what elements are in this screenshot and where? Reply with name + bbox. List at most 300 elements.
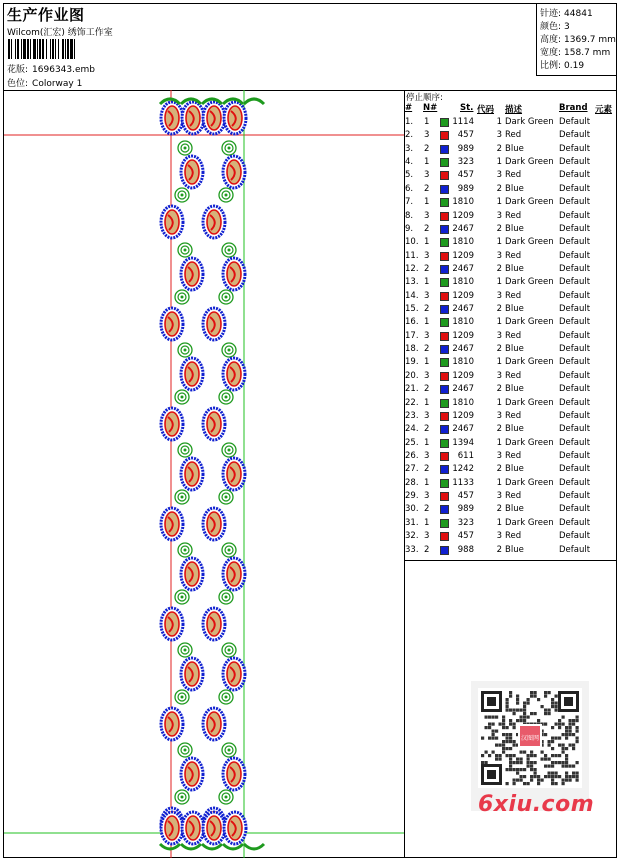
sequence-row xyxy=(404,250,616,263)
row-description: Dark Green xyxy=(505,237,554,248)
row-index: 17. xyxy=(405,330,419,341)
qr-module xyxy=(551,779,554,782)
qr-module xyxy=(548,775,551,778)
row-code: 2 xyxy=(496,504,502,515)
stop-sequence-rows xyxy=(404,116,616,557)
qr-module xyxy=(492,733,495,736)
qr-stamp-text: 汉图网 xyxy=(520,735,540,742)
sequence-row xyxy=(404,316,616,329)
sequence-row xyxy=(404,397,616,410)
qr-module xyxy=(541,779,544,782)
qr-module xyxy=(562,744,565,747)
sequence-row xyxy=(404,343,616,356)
green-spiral-motif xyxy=(181,194,184,197)
row-brand: Default xyxy=(559,477,591,488)
row-stitches: 457 xyxy=(457,531,474,542)
row-needle: 3 xyxy=(424,170,430,181)
row-stitches: 989 xyxy=(457,183,474,194)
row-index: 29. xyxy=(405,491,419,502)
qr-module xyxy=(523,702,526,705)
qr-module xyxy=(513,740,516,743)
row-description: Red xyxy=(505,170,522,181)
qr-module xyxy=(513,782,516,785)
row-stitches: 1810 xyxy=(452,237,474,248)
stop-sequence-panel xyxy=(404,90,616,561)
row-description: Blue xyxy=(505,504,524,515)
row-description: Red xyxy=(505,491,522,502)
qr-module xyxy=(499,758,502,761)
qr-module xyxy=(527,698,530,701)
row-brand: Default xyxy=(559,397,591,408)
row-brand: Default xyxy=(559,504,591,515)
color-swatch xyxy=(440,305,449,314)
qr-module xyxy=(523,719,526,722)
qr-module xyxy=(506,705,509,708)
qr-module xyxy=(509,695,512,698)
row-code: 1 xyxy=(496,437,502,448)
row-description: Red xyxy=(505,450,522,461)
row-description: Dark Green xyxy=(505,357,554,368)
green-spiral-motif xyxy=(225,396,228,399)
qr-module xyxy=(527,754,530,757)
qr-module xyxy=(516,768,519,771)
green-border-arc xyxy=(160,844,180,849)
design-height xyxy=(540,32,616,45)
row-index: 22. xyxy=(405,397,419,408)
sequence-row xyxy=(404,129,616,142)
qr-module xyxy=(572,747,575,750)
color-count-label: 颜色: xyxy=(540,22,562,32)
row-brand: Default xyxy=(559,384,591,395)
qr-module xyxy=(492,751,495,754)
row-stitches: 457 xyxy=(457,130,474,141)
qr-module xyxy=(569,775,572,778)
row-description: Red xyxy=(505,531,522,542)
qr-module xyxy=(502,723,505,726)
row-brand: Default xyxy=(559,130,591,141)
green-spiral-motif xyxy=(228,449,231,452)
row-description: Blue xyxy=(505,263,524,274)
qr-module xyxy=(562,761,565,764)
row-needle: 1 xyxy=(424,437,430,448)
qr-module xyxy=(572,744,575,747)
row-needle: 3 xyxy=(424,210,430,221)
green-spiral-motif xyxy=(184,749,187,752)
green-spiral-motif xyxy=(225,796,228,799)
qr-module xyxy=(544,709,547,712)
row-index: 27. xyxy=(405,464,419,475)
row-stitches: 1114 xyxy=(452,117,474,127)
row-brand: Default xyxy=(559,197,591,208)
row-description: Blue xyxy=(505,304,524,315)
qr-module xyxy=(544,723,547,726)
qr-module xyxy=(502,740,505,743)
qr-module xyxy=(548,765,551,768)
qr-module xyxy=(509,733,512,736)
qr-module xyxy=(513,723,516,726)
row-code: 3 xyxy=(496,450,502,461)
qr-module xyxy=(576,737,579,740)
row-brand: Default xyxy=(559,370,591,381)
qr-module xyxy=(562,751,565,754)
green-border-arc xyxy=(244,844,264,849)
row-stitches: 1209 xyxy=(452,410,474,421)
row-index: 4. xyxy=(405,157,414,168)
row-stitches: 1209 xyxy=(452,330,474,341)
qr-module xyxy=(506,698,509,701)
stitch-count-label: 针迹: xyxy=(540,9,562,19)
row-index: 25. xyxy=(405,437,419,448)
row-code: 1 xyxy=(496,197,502,208)
design-file-line xyxy=(7,62,95,75)
row-index: 9. xyxy=(405,223,414,234)
row-code: 2 xyxy=(496,424,502,435)
qr-module xyxy=(530,761,533,764)
sequence-row xyxy=(404,143,616,156)
row-brand: Default xyxy=(559,410,591,421)
sequence-row xyxy=(404,503,616,516)
row-description: Red xyxy=(505,290,522,301)
qr-module xyxy=(534,768,537,771)
qr-module xyxy=(520,775,523,778)
qr-module xyxy=(495,744,498,747)
color-swatch xyxy=(440,505,449,514)
green-spiral-motif xyxy=(184,449,187,452)
qr-module xyxy=(499,754,502,757)
row-stitches: 1810 xyxy=(452,197,474,208)
qr-module xyxy=(558,761,561,764)
row-code: 2 xyxy=(496,344,502,355)
qr-module xyxy=(569,779,572,782)
stitch-count-value: 44841 xyxy=(564,9,593,19)
row-needle: 2 xyxy=(424,223,430,234)
row-stitches: 1810 xyxy=(452,317,474,328)
row-code: 3 xyxy=(496,210,502,221)
green-spiral-motif xyxy=(225,596,228,599)
qr-module xyxy=(576,772,579,775)
qr-module xyxy=(509,754,512,757)
row-description: Red xyxy=(505,330,522,341)
color-swatch xyxy=(440,399,449,408)
row-code: 1 xyxy=(496,277,502,288)
qr-module xyxy=(506,747,509,750)
qr-module xyxy=(513,768,516,771)
row-needle: 2 xyxy=(424,504,430,515)
row-description: Blue xyxy=(505,384,524,395)
green-spiral-motif xyxy=(228,549,231,552)
qr-module xyxy=(534,691,537,694)
qr-module xyxy=(509,765,512,768)
qr-module xyxy=(527,765,530,768)
row-needle: 1 xyxy=(424,477,430,488)
qr-module xyxy=(520,758,523,761)
row-index: 3. xyxy=(405,143,414,154)
qr-module xyxy=(572,719,575,722)
qr-module xyxy=(558,723,561,726)
color-swatch xyxy=(440,492,449,501)
qr-module xyxy=(565,758,568,761)
qr-module xyxy=(499,744,502,747)
row-code: 3 xyxy=(496,491,502,502)
green-spiral-motif xyxy=(181,796,184,799)
row-code: 1 xyxy=(496,317,502,328)
qr-module xyxy=(530,768,533,771)
row-code: 3 xyxy=(496,130,502,141)
qr-module xyxy=(565,747,568,750)
sequence-row xyxy=(404,183,616,196)
row-description: Blue xyxy=(505,424,524,435)
sequence-row xyxy=(404,223,616,236)
qr-module xyxy=(541,705,544,708)
sequence-row xyxy=(404,544,616,557)
row-description: Blue xyxy=(505,344,524,355)
qr-module xyxy=(544,754,547,757)
qr-module xyxy=(523,716,526,719)
row-code: 2 xyxy=(496,464,502,475)
col-header-needle: N# xyxy=(423,103,438,113)
row-needle: 3 xyxy=(424,290,430,301)
qr-module xyxy=(523,775,526,778)
row-needle: 1 xyxy=(424,117,430,127)
color-swatch xyxy=(440,519,449,528)
green-spiral-motif xyxy=(228,349,231,352)
color-swatch xyxy=(440,465,449,474)
qr-module xyxy=(513,761,516,764)
row-needle: 1 xyxy=(424,517,430,528)
row-brand: Default xyxy=(559,277,591,288)
qr-module xyxy=(516,698,519,701)
qr-module xyxy=(530,691,533,694)
qr-module xyxy=(555,709,558,712)
row-needle: 2 xyxy=(424,424,430,435)
row-code: 3 xyxy=(496,410,502,421)
qr-module xyxy=(555,782,558,785)
qr-module xyxy=(516,709,519,712)
row-stitches: 1810 xyxy=(452,357,474,368)
qr-module xyxy=(502,716,505,719)
qr-module xyxy=(537,775,540,778)
qr-module xyxy=(555,723,558,726)
qr-module xyxy=(530,754,533,757)
qr-module xyxy=(562,782,565,785)
sequence-row xyxy=(404,410,616,423)
qr-module xyxy=(485,716,488,719)
sequence-row xyxy=(404,530,616,543)
row-needle: 3 xyxy=(424,370,430,381)
row-stitches: 457 xyxy=(457,491,474,502)
color-count xyxy=(540,19,570,32)
row-index: 1. xyxy=(405,117,414,127)
qr-module xyxy=(544,733,547,736)
design-scale-value: 0.19 xyxy=(564,61,585,71)
row-code: 1 xyxy=(496,397,502,408)
design-scale xyxy=(540,58,584,71)
design-preview xyxy=(4,90,405,858)
color-swatch xyxy=(440,212,449,221)
qr-module xyxy=(576,775,579,778)
row-needle: 1 xyxy=(424,357,430,368)
color-swatch xyxy=(440,252,449,261)
row-needle: 3 xyxy=(424,450,430,461)
row-stitches: 988 xyxy=(457,544,474,555)
colorway-line xyxy=(7,76,82,89)
row-stitches: 1810 xyxy=(452,397,474,408)
watermark-text: 6xiu.com xyxy=(478,792,595,817)
row-index: 11. xyxy=(405,250,419,261)
row-description: Blue xyxy=(505,544,524,555)
qr-module xyxy=(572,765,575,768)
row-index: 19. xyxy=(405,357,419,368)
qr-module xyxy=(548,772,551,775)
qr-module xyxy=(555,737,558,740)
qr-module xyxy=(569,765,572,768)
row-index: 8. xyxy=(405,210,414,221)
row-stitches: 323 xyxy=(457,517,474,528)
green-spiral-motif xyxy=(184,147,187,150)
row-index: 13. xyxy=(405,277,419,288)
col-header-code: 代码 xyxy=(477,105,495,115)
stop-sequence-header xyxy=(404,103,616,115)
row-stitches: 2467 xyxy=(452,344,474,355)
qr-module xyxy=(558,726,561,729)
sequence-row xyxy=(404,383,616,396)
green-spiral-motif xyxy=(184,249,187,252)
qr-module xyxy=(551,765,554,768)
sequence-row xyxy=(404,263,616,276)
row-needle: 3 xyxy=(424,330,430,341)
qr-module xyxy=(534,712,537,715)
row-stitches: 1242 xyxy=(452,464,474,475)
row-needle: 3 xyxy=(424,531,430,542)
row-stitches: 323 xyxy=(457,157,474,168)
qr-module xyxy=(502,747,505,750)
qr-module xyxy=(488,716,491,719)
qr-module xyxy=(551,772,554,775)
sequence-row xyxy=(404,276,616,289)
row-description: Dark Green xyxy=(505,117,554,127)
qr-module xyxy=(551,702,554,705)
qr-module xyxy=(569,733,572,736)
row-brand: Default xyxy=(559,491,591,502)
qr-module xyxy=(569,730,572,733)
green-spiral-motif xyxy=(181,296,184,299)
qr-module xyxy=(527,782,530,785)
row-brand: Default xyxy=(559,250,591,261)
color-swatch xyxy=(440,372,449,381)
qr-module xyxy=(544,695,547,698)
row-stitches: 2467 xyxy=(452,424,474,435)
qr-module xyxy=(495,758,498,761)
qr-module xyxy=(506,709,509,712)
qr-module xyxy=(576,726,579,729)
sequence-row xyxy=(404,210,616,223)
row-code: 2 xyxy=(496,544,502,555)
row-brand: Default xyxy=(559,424,591,435)
qr-module xyxy=(551,737,554,740)
qr-module xyxy=(502,719,505,722)
row-stitches: 1209 xyxy=(452,370,474,381)
qr-module xyxy=(541,758,544,761)
qr-module xyxy=(565,733,568,736)
color-swatch xyxy=(440,278,449,287)
qr-module xyxy=(555,705,558,708)
colorway-label: 色位: xyxy=(7,79,29,89)
row-brand: Default xyxy=(559,304,591,315)
row-code: 2 xyxy=(496,263,502,274)
qr-module xyxy=(509,761,512,764)
row-stitches: 2467 xyxy=(452,223,474,234)
header-info xyxy=(4,4,536,90)
qr-module xyxy=(509,737,512,740)
row-stitches: 1209 xyxy=(452,210,474,221)
sequence-row xyxy=(404,437,616,450)
row-brand: Default xyxy=(559,344,591,355)
row-description: Dark Green xyxy=(505,157,554,168)
color-swatch xyxy=(440,198,449,207)
row-code: 1 xyxy=(496,237,502,248)
row-description: Red xyxy=(505,130,522,141)
qr-module xyxy=(534,695,537,698)
qr-module xyxy=(544,712,547,715)
qr-module xyxy=(569,723,572,726)
row-code: 3 xyxy=(496,330,502,341)
sequence-row xyxy=(404,423,616,436)
stop-sequence-title: 停止顺序: xyxy=(406,93,443,103)
row-code: 3 xyxy=(496,370,502,381)
color-swatch xyxy=(440,385,449,394)
qr-module xyxy=(548,740,551,743)
qr-module xyxy=(506,737,509,740)
qr-module xyxy=(565,765,568,768)
qr-module xyxy=(506,740,509,743)
row-needle: 2 xyxy=(424,263,430,274)
sequence-row xyxy=(404,517,616,530)
row-stitches: 1810 xyxy=(452,277,474,288)
qr-module xyxy=(520,768,523,771)
qr-module xyxy=(527,702,530,705)
qr-module xyxy=(516,702,519,705)
color-swatch xyxy=(440,158,449,167)
qr-module xyxy=(565,754,568,757)
qr-module xyxy=(544,765,547,768)
green-spiral-motif xyxy=(225,296,228,299)
qr-module xyxy=(576,716,579,719)
row-brand: Default xyxy=(559,531,591,542)
qr-module xyxy=(527,758,530,761)
row-stitches: 989 xyxy=(457,504,474,515)
row-description: Blue xyxy=(505,223,524,234)
row-needle: 1 xyxy=(424,237,430,248)
row-index: 7. xyxy=(405,197,414,208)
qr-module xyxy=(555,761,558,764)
row-index: 15. xyxy=(405,304,419,315)
qr-module xyxy=(516,772,519,775)
row-brand: Default xyxy=(559,357,591,368)
sequence-row xyxy=(404,330,616,343)
row-index: 5. xyxy=(405,170,414,181)
row-description: Red xyxy=(505,370,522,381)
qr-module xyxy=(530,765,533,768)
row-stitches: 611 xyxy=(457,450,474,461)
green-spiral-motif xyxy=(181,496,184,499)
qr-module xyxy=(492,716,495,719)
row-code: 3 xyxy=(496,531,502,542)
row-brand: Default xyxy=(559,183,591,194)
row-description: Blue xyxy=(505,464,524,475)
qr-module xyxy=(527,716,530,719)
qr-module xyxy=(572,772,575,775)
qr-module xyxy=(548,712,551,715)
